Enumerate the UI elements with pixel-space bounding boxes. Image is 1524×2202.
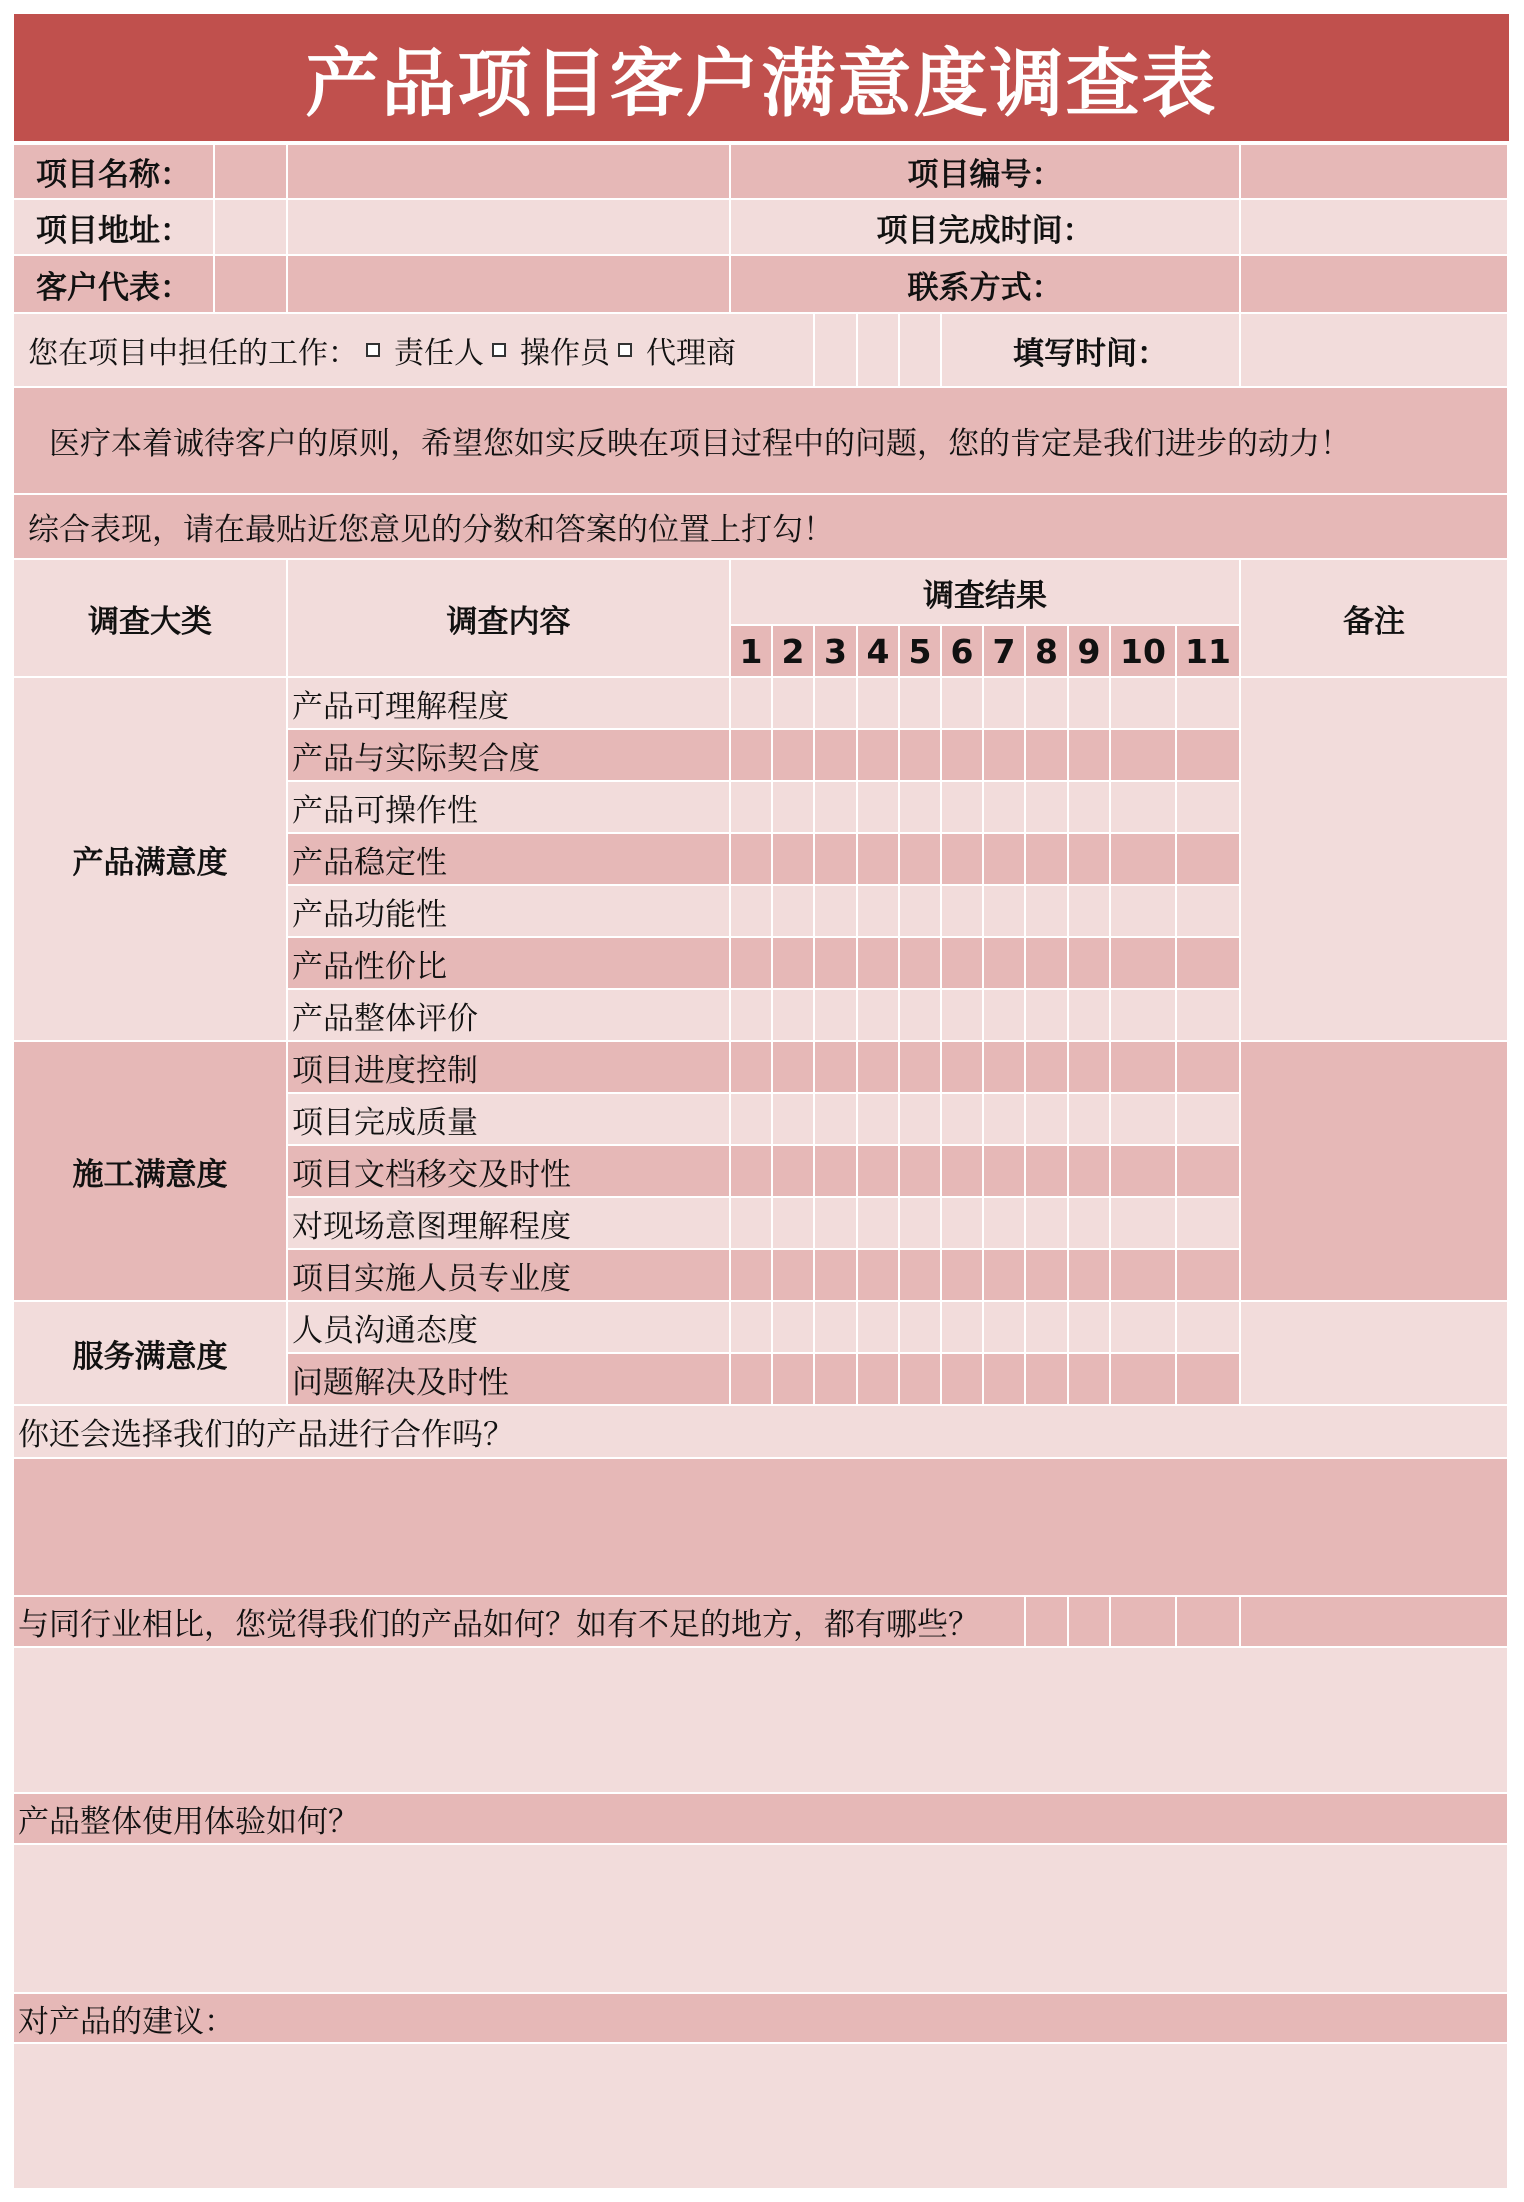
score-cell[interactable]: [900, 834, 942, 886]
category-label: 服务满意度: [14, 1302, 288, 1406]
score-cell[interactable]: [1026, 886, 1069, 938]
category-label: 产品满意度: [14, 678, 288, 1042]
score-cell[interactable]: [731, 1198, 773, 1250]
spacer-cell: [1069, 1597, 1111, 1648]
score-cell[interactable]: [1069, 1250, 1111, 1302]
score-cell[interactable]: [815, 1094, 858, 1146]
project-number-field[interactable]: [1241, 145, 1509, 200]
score-cell[interactable]: [900, 1094, 942, 1146]
score-cell[interactable]: [984, 1354, 1026, 1406]
score-cell[interactable]: [731, 1094, 773, 1146]
score-cell[interactable]: [942, 938, 984, 990]
score-cell[interactable]: [1069, 990, 1111, 1042]
score-cell[interactable]: [1026, 782, 1069, 834]
score-cell[interactable]: [984, 1302, 1026, 1354]
survey-item-label: 项目完成质量: [288, 1094, 731, 1146]
score-cell[interactable]: [1069, 1094, 1111, 1146]
score-cell[interactable]: [773, 990, 815, 1042]
score-cell[interactable]: [1069, 1354, 1111, 1406]
role-option-operator[interactable]: [484, 328, 610, 372]
remark-cell[interactable]: [1241, 678, 1509, 1042]
remark-cell[interactable]: [1241, 1042, 1509, 1302]
survey-item-label: 产品可操作性: [288, 782, 731, 834]
score-header: 4: [858, 626, 900, 678]
answer-area[interactable]: [14, 1845, 1509, 1994]
score-cell[interactable]: [1026, 1146, 1069, 1198]
survey-item-label: 产品性价比: [288, 938, 731, 990]
score-cell[interactable]: [731, 938, 773, 990]
score-cell[interactable]: [731, 1042, 773, 1094]
score-cell[interactable]: [942, 886, 984, 938]
score-cell[interactable]: [858, 782, 900, 834]
score-cell[interactable]: [900, 678, 942, 730]
score-cell[interactable]: [1111, 1250, 1177, 1302]
score-cell[interactable]: [1026, 1198, 1069, 1250]
score-cell[interactable]: [731, 1146, 773, 1198]
score-header: 11: [1177, 626, 1241, 678]
score-cell[interactable]: [984, 990, 1026, 1042]
score-cell[interactable]: [858, 938, 900, 990]
score-cell[interactable]: [1177, 678, 1241, 730]
instruction-text: 综合表现，请在最贴近您意见的分数和答案的位置上打勾！: [14, 495, 1509, 560]
score-cell[interactable]: [1069, 730, 1111, 782]
spacer-cell: [858, 314, 900, 388]
score-cell[interactable]: [1069, 678, 1111, 730]
question-cooperate-again: 你还会选择我们的产品进行合作吗？: [14, 1406, 1509, 1459]
spacer-cell: [815, 314, 858, 388]
score-cell[interactable]: [900, 782, 942, 834]
score-cell[interactable]: [942, 834, 984, 886]
completion-time-label: 项目完成时间：: [731, 200, 1241, 256]
score-cell[interactable]: [1026, 834, 1069, 886]
score-cell[interactable]: [942, 990, 984, 1042]
score-cell[interactable]: [1026, 730, 1069, 782]
score-cell[interactable]: [815, 1198, 858, 1250]
score-cell[interactable]: [942, 678, 984, 730]
score-cell[interactable]: [1069, 1302, 1111, 1354]
score-header: 8: [1026, 626, 1069, 678]
score-cell[interactable]: [1177, 938, 1241, 990]
score-cell[interactable]: [858, 730, 900, 782]
score-cell[interactable]: [1026, 938, 1069, 990]
score-cell[interactable]: [1026, 990, 1069, 1042]
score-cell[interactable]: [858, 1198, 900, 1250]
project-name-field[interactable]: [288, 145, 731, 200]
score-cell[interactable]: [984, 730, 1026, 782]
score-cell[interactable]: [1069, 834, 1111, 886]
header-category: 调查大类: [14, 560, 288, 678]
spacer-cell: [215, 256, 288, 314]
score-cell[interactable]: [1111, 938, 1177, 990]
score-cell[interactable]: [984, 938, 1026, 990]
role-question: [14, 314, 815, 388]
checkbox-icon[interactable]: [366, 343, 380, 357]
spacer-cell: [1026, 1597, 1069, 1648]
intro-text: 医疗本着诚待客户的原则，希望您如实反映在项目过程中的问题，您的肯定是我们进步的动力！: [14, 388, 1509, 495]
score-cell[interactable]: [900, 1198, 942, 1250]
score-cell[interactable]: [900, 886, 942, 938]
score-cell[interactable]: [900, 1354, 942, 1406]
score-cell[interactable]: [773, 1146, 815, 1198]
role-label: 您在项目中担任的工作：: [28, 336, 358, 371]
score-cell[interactable]: [858, 1146, 900, 1198]
score-cell[interactable]: [900, 1042, 942, 1094]
score-cell[interactable]: [1026, 1354, 1069, 1406]
remark-cell[interactable]: [1241, 1302, 1509, 1406]
spacer-cell: [1177, 1597, 1241, 1648]
question-overall-experience: 产品整体使用体验如何？: [14, 1794, 1509, 1845]
contact-label: 联系方式：: [731, 256, 1241, 314]
score-cell[interactable]: [900, 1146, 942, 1198]
survey-item-label: 问题解决及时性: [288, 1354, 731, 1406]
score-header: 7: [984, 626, 1026, 678]
score-cell[interactable]: [1026, 1094, 1069, 1146]
score-cell[interactable]: [858, 1094, 900, 1146]
score-cell[interactable]: [1111, 886, 1177, 938]
score-cell[interactable]: [731, 1302, 773, 1354]
score-cell[interactable]: [1111, 1354, 1177, 1406]
score-header: 2: [773, 626, 815, 678]
score-cell[interactable]: [1177, 1042, 1241, 1094]
score-cell[interactable]: [1177, 990, 1241, 1042]
score-cell[interactable]: [731, 1354, 773, 1406]
survey-item-label: 对现场意图理解程度: [288, 1198, 731, 1250]
score-cell[interactable]: [773, 1302, 815, 1354]
survey-item-label: 项目实施人员专业度: [288, 1250, 731, 1302]
survey-item-label: 产品可理解程度: [288, 678, 731, 730]
page-title: 产品项目客户满意度调查表: [14, 14, 1509, 141]
score-cell[interactable]: [1026, 1042, 1069, 1094]
score-cell[interactable]: [1177, 834, 1241, 886]
score-cell[interactable]: [1177, 782, 1241, 834]
answer-area[interactable]: [14, 2044, 1509, 2190]
survey-item-label: 项目进度控制: [288, 1042, 731, 1094]
survey-item-label: 产品整体评价: [288, 990, 731, 1042]
answer-area[interactable]: [14, 1459, 1509, 1597]
score-cell[interactable]: [773, 1250, 815, 1302]
score-cell[interactable]: [731, 886, 773, 938]
score-cell[interactable]: [773, 834, 815, 886]
score-cell[interactable]: [1177, 1094, 1241, 1146]
client-rep-label: 客户代表：: [14, 256, 215, 314]
score-cell[interactable]: [815, 834, 858, 886]
project-name-label: 项目名称：: [14, 145, 215, 200]
role-option-label: 责任人: [394, 336, 484, 371]
spacer-cell: [1111, 1597, 1177, 1648]
score-cell[interactable]: [773, 1198, 815, 1250]
fill-time-label: 填写时间：: [942, 314, 1241, 388]
survey-form: [14, 145, 1509, 2190]
project-address-label: 项目地址：: [14, 200, 215, 256]
score-cell[interactable]: [858, 886, 900, 938]
score-cell[interactable]: [1069, 938, 1111, 990]
score-cell[interactable]: [984, 782, 1026, 834]
score-cell[interactable]: [942, 1042, 984, 1094]
score-cell[interactable]: [815, 1302, 858, 1354]
score-cell[interactable]: [1069, 1146, 1111, 1198]
score-cell[interactable]: [900, 1302, 942, 1354]
score-cell[interactable]: [731, 990, 773, 1042]
score-header: 6: [942, 626, 984, 678]
score-cell[interactable]: [1111, 834, 1177, 886]
score-cell[interactable]: [1111, 990, 1177, 1042]
score-cell[interactable]: [942, 1146, 984, 1198]
score-cell[interactable]: [1026, 678, 1069, 730]
role-option-responsible[interactable]: [358, 328, 484, 372]
score-cell[interactable]: [1111, 730, 1177, 782]
score-cell[interactable]: [942, 1250, 984, 1302]
checkbox-icon[interactable]: [618, 343, 632, 357]
question-suggestions: 对产品的建议：: [14, 1994, 1509, 2044]
score-cell[interactable]: [1026, 1250, 1069, 1302]
score-cell[interactable]: [815, 1250, 858, 1302]
score-cell[interactable]: [942, 1094, 984, 1146]
score-cell[interactable]: [1111, 678, 1177, 730]
spacer-cell: [900, 314, 942, 388]
score-cell[interactable]: [1069, 782, 1111, 834]
score-cell[interactable]: [858, 1354, 900, 1406]
role-option-agent[interactable]: [610, 328, 736, 372]
score-cell[interactable]: [815, 1354, 858, 1406]
score-cell[interactable]: [773, 730, 815, 782]
score-header: 9: [1069, 626, 1111, 678]
score-header: 1: [731, 626, 773, 678]
score-cell[interactable]: [858, 990, 900, 1042]
header-content: 调查内容: [288, 560, 731, 678]
score-cell[interactable]: [942, 782, 984, 834]
score-cell[interactable]: [731, 834, 773, 886]
score-header: 5: [900, 626, 942, 678]
score-cell[interactable]: [858, 1302, 900, 1354]
score-cell[interactable]: [1177, 1302, 1241, 1354]
score-cell[interactable]: [731, 1250, 773, 1302]
score-cell[interactable]: [773, 1094, 815, 1146]
score-cell[interactable]: [815, 938, 858, 990]
client-rep-field[interactable]: [288, 256, 731, 314]
spacer-cell: [215, 200, 288, 256]
score-cell[interactable]: [1111, 1094, 1177, 1146]
spacer-cell: [1241, 1597, 1509, 1648]
score-header: 10: [1111, 626, 1177, 678]
score-cell[interactable]: [815, 990, 858, 1042]
score-cell[interactable]: [984, 834, 1026, 886]
project-number-label: 项目编号：: [731, 145, 1241, 200]
score-cell[interactable]: [984, 886, 1026, 938]
score-cell[interactable]: [1069, 886, 1111, 938]
score-cell[interactable]: [858, 1250, 900, 1302]
score-header: 3: [815, 626, 858, 678]
score-cell[interactable]: [900, 1250, 942, 1302]
survey-item-label: 产品稳定性: [288, 834, 731, 886]
score-cell[interactable]: [1111, 1198, 1177, 1250]
score-cell[interactable]: [1111, 1302, 1177, 1354]
score-cell[interactable]: [815, 678, 858, 730]
score-cell[interactable]: [1026, 1302, 1069, 1354]
score-cell[interactable]: [984, 1146, 1026, 1198]
score-cell[interactable]: [942, 1302, 984, 1354]
fill-time-field[interactable]: [1241, 314, 1509, 388]
score-cell[interactable]: [773, 782, 815, 834]
score-cell[interactable]: [942, 1354, 984, 1406]
score-cell[interactable]: [815, 730, 858, 782]
score-cell[interactable]: [942, 730, 984, 782]
score-cell[interactable]: [1111, 782, 1177, 834]
score-cell[interactable]: [984, 1250, 1026, 1302]
project-address-field[interactable]: [288, 200, 731, 256]
role-option-label: 代理商: [646, 336, 736, 371]
contact-field[interactable]: [1241, 256, 1509, 314]
score-cell[interactable]: [858, 834, 900, 886]
score-cell[interactable]: [900, 938, 942, 990]
score-cell[interactable]: [1177, 1250, 1241, 1302]
score-cell[interactable]: [815, 1042, 858, 1094]
question-compare-industry: 与同行业相比，您觉得我们的产品如何？如有不足的地方，都有哪些？: [14, 1597, 1026, 1648]
score-cell[interactable]: [1177, 1146, 1241, 1198]
score-cell[interactable]: [815, 886, 858, 938]
score-cell[interactable]: [900, 990, 942, 1042]
score-cell[interactable]: [1177, 1198, 1241, 1250]
header-result: 调查结果: [731, 560, 1241, 626]
score-cell[interactable]: [773, 938, 815, 990]
score-cell[interactable]: [858, 678, 900, 730]
completion-time-field[interactable]: [1241, 200, 1509, 256]
score-cell[interactable]: [773, 886, 815, 938]
survey-item-label: 产品与实际契合度: [288, 730, 731, 782]
score-cell[interactable]: [773, 1354, 815, 1406]
score-cell[interactable]: [773, 678, 815, 730]
header-remark: 备注: [1241, 560, 1509, 678]
score-cell[interactable]: [984, 1094, 1026, 1146]
score-cell[interactable]: [773, 1042, 815, 1094]
survey-item-label: 产品功能性: [288, 886, 731, 938]
spacer-cell: [215, 145, 288, 200]
score-cell[interactable]: [984, 678, 1026, 730]
score-cell[interactable]: [900, 730, 942, 782]
score-cell[interactable]: [1069, 1042, 1111, 1094]
answer-area[interactable]: [14, 1648, 1509, 1794]
score-cell[interactable]: [1177, 1354, 1241, 1406]
category-label: 施工满意度: [14, 1042, 288, 1302]
score-cell[interactable]: [731, 782, 773, 834]
score-cell[interactable]: [1177, 730, 1241, 782]
score-cell[interactable]: [984, 1198, 1026, 1250]
score-cell[interactable]: [731, 730, 773, 782]
score-cell[interactable]: [942, 1198, 984, 1250]
score-cell[interactable]: [815, 1146, 858, 1198]
score-cell[interactable]: [1111, 1042, 1177, 1094]
score-cell[interactable]: [858, 1042, 900, 1094]
role-option-label: 操作员: [520, 336, 610, 371]
checkbox-icon[interactable]: [492, 343, 506, 357]
score-cell[interactable]: [1111, 1146, 1177, 1198]
score-cell[interactable]: [731, 678, 773, 730]
survey-item-label: 项目文档移交及时性: [288, 1146, 731, 1198]
survey-item-label: 人员沟通态度: [288, 1302, 731, 1354]
score-cell[interactable]: [815, 782, 858, 834]
score-cell[interactable]: [1069, 1198, 1111, 1250]
score-cell[interactable]: [984, 1042, 1026, 1094]
score-cell[interactable]: [1177, 886, 1241, 938]
